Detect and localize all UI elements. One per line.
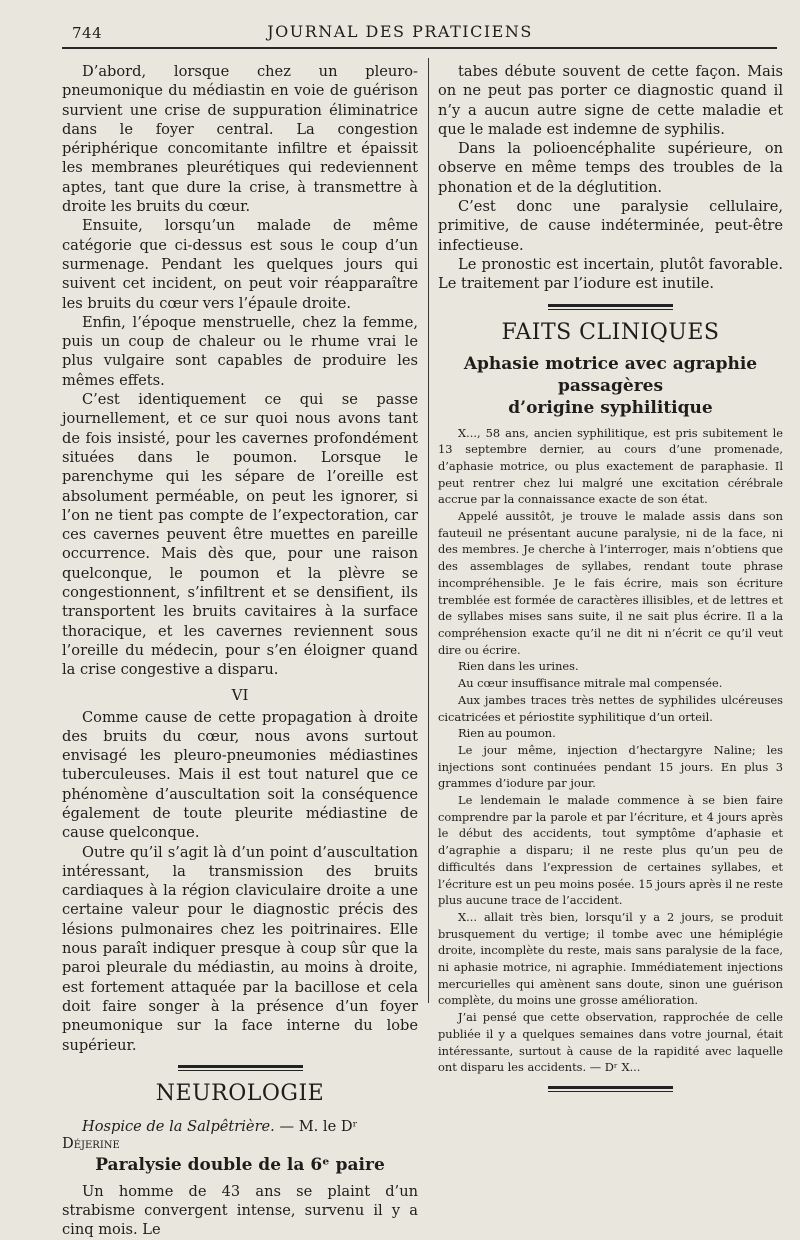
paragraph: D’abord, lorsque chez un pleuro-pneumonique du médiastin en voie de guérison survient une crise de suppuration éliminatrice dans le foyer central. La congestion périphérique concomitante infiltre et épaissit les membranes pleurétiques qui redeviennent aptes, tant que dure la crise, à transmettre à droite les bruits du cœur. [62,63,418,216]
section-divider [178,1065,303,1071]
case-paragraph: Rien au poumon. [458,726,556,741]
case-paragraph: Aux jambes traces très nettes de syphilides ulcéreuses cicatricées et périostite syphilitique d’un orteil. [438,692,783,724]
page-number: 744 [72,24,103,42]
case-paragraph: X..., 58 ans, ancien syphilitique, est pris subitement le 13 septembre dernier, au cours d’une promenade, d’aphasie motrice, ou plus exactement de paraphasie. Il peut rentrer chez lui malgré une excitation cérébrale accrue par la connaissance exacte de son état. [438,425,783,507]
case-paragraph: Rien dans les urines. [458,659,579,674]
paragraph: Enfin, l’époque menstruelle, chez la femme, puis un coup de chaleur ou le rhume vrai le plus vulgaire sont capables de produire les mêmes effets. [62,313,418,389]
paragraph: C’est donc une paralysie cellulaire, primitive, de cause indéterminée, peut-être infectieuse. [438,198,783,254]
case-paragraph: Le lendemain le malade commence à se bien faire comprendre par la parole et par l’écriture, et 4 jours après le début des accidents, tout symptôme d’aphasie et d’agraphie a disparu; il ne reste plus qu’un peu de difficultés dans l’expression de certaines syllabes, et l’écriture est un peu moins posée. 15 jours après il ne reste plus aucune trace de l’accident. [438,793,783,908]
case-paragraph: Le jour même, injection d’hectargyre Naline; les injections sont continuées pendant 15 jours. En plus 3 grammes d’iodure par jour. [438,742,783,791]
case-paragraph: Appelé aussitôt, je trouve le malade assis dans son fauteuil ne présentant aucune paralysie, ni de la face, ni des membres. Je cherche à l’interroger, mais n’obtiens que des assemblages de syllabes, rendant toute phrase incompréhensible. Je le fais écrire, mais son écriture tremblée est formée de caractères illisibles, et de lettres et de syllabes mises sans suite, il ne sait plus écrire. Il a la compréhension exacte qu’il ne dit ni n’écrit ce qu’il veut dire ou écrire. [438,509,783,657]
page-header [0,0,800,50]
case-paragraph: X... allait très bien, lorsqu’il y a 2 jours, se produit brusquement du vertige; il tombe avec une hémiplégie droite, incomplète du reste, mais sans paralysie de la face, ni aphasie motrice, ni agraphie. Immédiatement injections mercurielles qui amènent sans doute, sinon une guérison complète, du moins une grosse amélioration. [438,909,783,1008]
article-title-line: d’origine syphilitique [508,397,713,418]
paragraph: Ensuite, lorsqu’un malade de même catégorie que ci-dessus est sous le coup d’un surmenage. Pendant les quelques jours qui suivent cet incident, on peut voir réapparaître les bruits du cœur vers l’épaule droite. [62,217,418,312]
right-column [438,62,783,1102]
byline-prefix: — M. le Dʳ [274,1117,358,1135]
journal-title: JOURNAL DES PRATICIENS [267,22,533,41]
paragraph: Comme cause de cette propagation à droite des bruits du cœur, nous avons surtout envisagé les pleuro-pneumonies médiastines tuberculeuses. Mais il est tout naturel que ce phénomène d’auscultation soit la conséquence également de toute pleurite médiastine de cause quelconque. [62,708,418,842]
section-heading-faits-cliniques: FAITS CLINIQUES [501,319,720,345]
article-title [438,353,783,419]
paragraph: Le pronostic est incertain, plutôt favorable. Le traitement par l’iodure est inutile. [438,255,783,293]
signature: Dʳ X... [601,1060,641,1075]
section-divider [548,1086,673,1092]
paragraph: Outre qu’il s’agit là d’un point d’auscultation intéressant, la transmission des bruits cardiaques à la région claviculaire droite a une certaine valeur pour le diagnostic précis des lésions pulmonaires chez les poitrinaires. Elle nous paraît indiquer presque à coup sûr que la paroi pleurale du médiastin, au moins à droite, est fortement attaquée par la bacillose et cela doit faire songer à la présence d’un foyer pneumonique sur la face interne du lobe supérieur. [62,843,418,1054]
byline-place: Hospice de la Salpêtrière. [82,1117,275,1135]
article-title: Paralysie double de la 6ᵉ paire [95,1154,385,1175]
paragraph: tabes débute souvent de cette façon. Mais on ne peut pas porter ce diagnostic quand il n’y a aucun autre signe de cette maladie et que le malade est indemne de syphilis. [438,63,783,138]
paragraph: Un homme de 43 ans se plaint d’un strabisme convergent intense, survenu il y a cinq mois. Le [62,1182,418,1239]
paragraph: C’est identiquement ce qui se passe journellement, et ce sur quoi nous avons tant de fois insisté, pour les cavernes profondément situées dans le poumon. Lorsque le parenchyme qui les sépare de l’oreille est absolument perméable, on peut les ignorer, si l’on ne tient pas compte de l’expectoration, car ces cavernes peuvent être muettes en pareille occurrence. Mais dès que, pour une raison quelconque, le poumon et la plèvre se congestionnent, s’infiltrent et se densifient, ils transportent les bruits cavitaires à la surface thoracique, et les cavernes reviennent sous l’oreille du médecin, pour s’en éloigner quand la crise congestive a disparu. [62,391,418,679]
case-paragraph [438,1009,783,1076]
paragraph: Dans la polioencéphalite supérieure, on observe en même temps des troubles de la phonation et de la déglutition. [438,140,783,196]
section-divider [548,304,673,310]
section-heading-neurologie: NEUROLOGIE [155,1080,325,1106]
column-divider [428,58,429,1003]
closing-text: J’ai pensé que cette observation, rapprochée de celle publiée il y a quelques semaines dans votre journal, était intéressante, surtout à cause de la rapidité avec laquelle ont disparu les accidents. — [438,1010,783,1075]
case-paragraph: Au cœur insuffisance mitrale mal compensée. [458,676,723,691]
section-number: VI [231,685,249,704]
article-byline [62,1118,418,1152]
header-rule [62,47,777,49]
byline-author: Déjerine [62,1134,120,1152]
article-title-line: Aphasie motrice avec agraphie passagères [463,353,758,396]
left-column [62,62,418,1240]
